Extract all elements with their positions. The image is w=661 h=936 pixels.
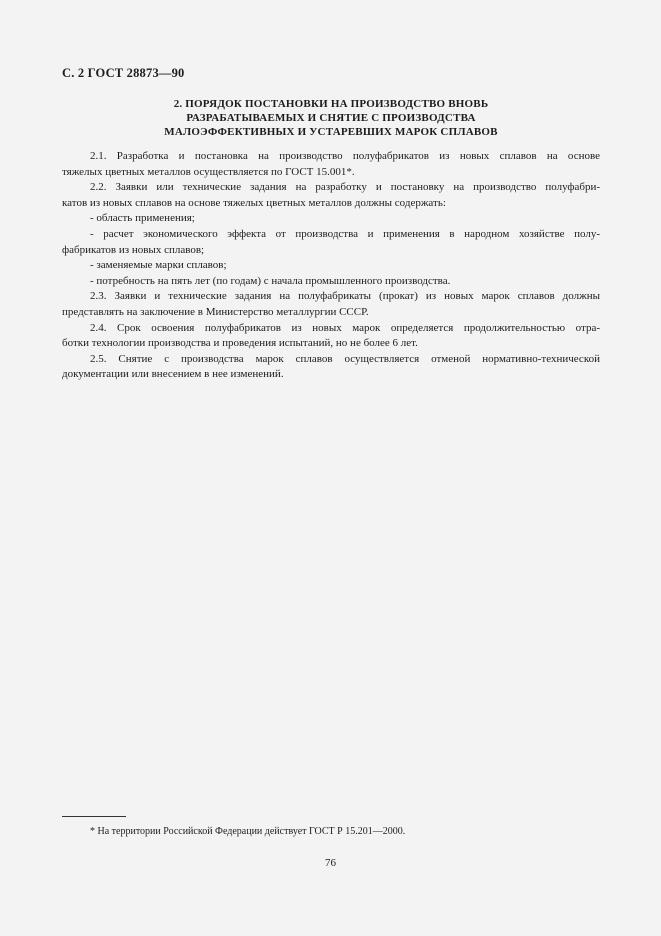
list-item-application-area: - область применения;: [90, 212, 195, 225]
body-text: [62, 149, 600, 383]
clause-2-4-line-1: 2.4. Срок освоения полуфабрикатов из новых марок определяется продолжительностью отра-: [90, 321, 600, 334]
clause-2-4-line-2: ботки технологии производства и проведения испытаний, но не более 6 лет.: [62, 337, 418, 350]
clause-2-1-line-1: 2.1. Разработка и постановка на производство полуфабрикатов из новых сплавов на основе: [90, 150, 600, 162]
footnote: * На территории Российской Федерации действует ГОСТ Р 15.201—2000.: [90, 826, 406, 837]
list-item-replaced-grades: - заменяемые марки сплавов;: [90, 259, 227, 272]
section-title-line: 2. ПОРЯДОК ПОСТАНОВКИ НА ПРОИЗВОДСТВО ВНОВЬ: [173, 98, 489, 110]
running-head: С. 2 ГОСТ 28873—90: [62, 66, 185, 80]
clause-2-5-line-2: документации или внесением в нее изменений.: [62, 368, 284, 381]
page-number: 76: [325, 857, 336, 869]
clause-2-2-line-2: катов из новых сплавов на основе тяжелых цветных металлов должны содержать:: [62, 196, 446, 209]
list-item-economic-effect-line-1: - расчет экономического эффекта от производства и применения в народном хозяйстве полу-: [90, 227, 600, 240]
footnote-divider: [62, 816, 126, 817]
list-item-five-year-demand: - потребность на пять лет (по годам) с начала промышленного производства.: [90, 274, 451, 287]
list-item-economic-effect-line-2: фабрикатов из новых сплавов;: [62, 243, 205, 256]
section-title: [62, 97, 600, 139]
clause-2-3-line-1: 2.3. Заявки и технические задания на полуфабрикаты (прокат) из новых марок сплавов должны: [90, 290, 600, 303]
clause-2-3-line-2: представлять на заключение в Министерство металлургии СССР.: [62, 305, 369, 318]
clause-2-1-line-2: тяжелых цветных металлов осуществляется по ГОСТ 15.001*.: [62, 165, 355, 178]
clause-2-5-line-1: 2.5. Снятие с производства марок сплавов осуществляется отменой нормативно-технической: [90, 352, 600, 365]
section-title-line: МАЛОЭФФЕКТИВНЫХ И УСТАРЕВШИХ МАРОК СПЛАВОВ: [164, 126, 498, 138]
section-title-line: РАЗРАБАТЫВАЕМЫХ И СНЯТИЕ С ПРОИЗВОДСТВА: [186, 112, 476, 124]
clause-2-2-line-1: 2.2. Заявки или технические задания на разработку и постановку на производство полуфабри-: [90, 181, 600, 194]
